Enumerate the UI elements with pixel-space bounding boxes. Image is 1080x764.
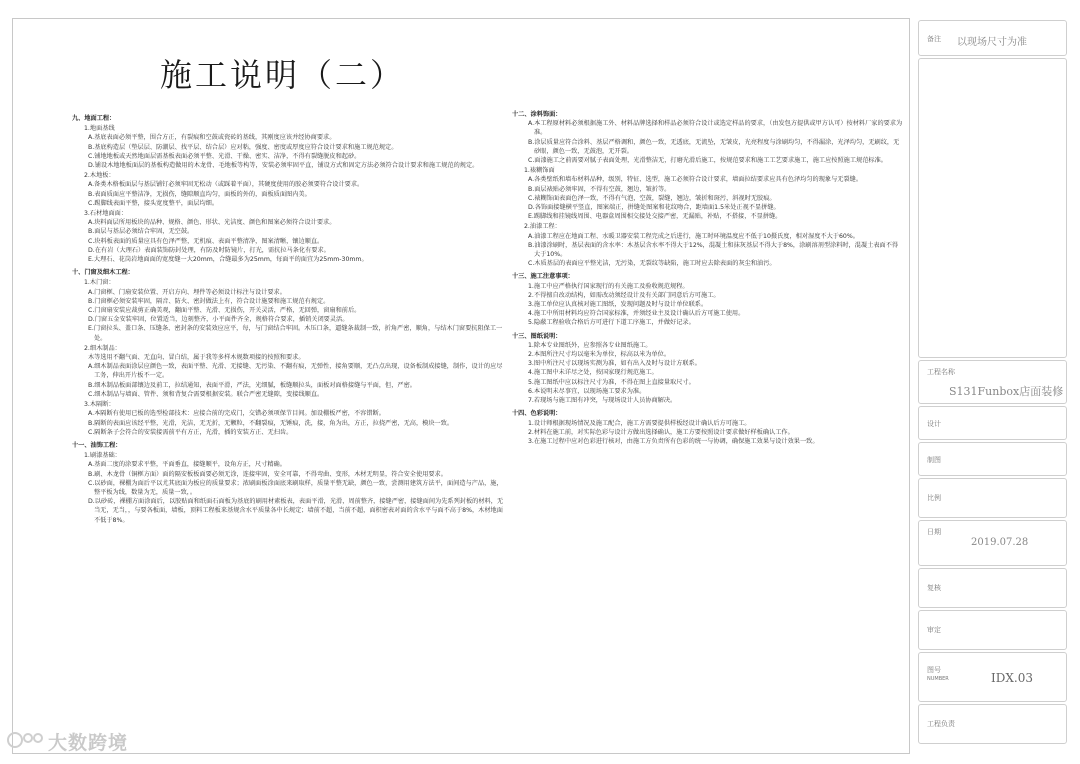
- remarks-box: [918, 20, 1067, 56]
- left-spec-item: A.门窗框、门扇安装位置、开启方向、埋件等必须设计标注与设计要求。: [88, 288, 286, 296]
- left-spec-item: C.门窗扇安装应裁剪正确美观，翻面平整、光滑、无损伤，开关灵活，严格，无回弹，窗扇和前后。: [88, 307, 361, 315]
- right-section-heading: 十三、施工注意事项：: [512, 273, 574, 281]
- left-spec-item: A.块料面层所用板块的品种、规格、颜色、形状、光洁度、颜色和图案必须符合设计要求。: [88, 219, 336, 227]
- left-subsection-label: 1.地面基线: [84, 125, 115, 133]
- right-spec-item: C.面漆施工之前需要对腻子表面处理，光滑整洁无，打磨光滑后施工，按规范要求和施工工艺要求施工，施工应按照施工规范标准。: [528, 157, 887, 165]
- right-section-heading: 十四、色彩说明：: [512, 410, 562, 418]
- right-section-heading: 十三、图纸说明：: [512, 332, 562, 340]
- right-spec-item: A.油漆工程应在地面工程、水暖卫器安装工程完成之后进行，施工时环境温度应不低于10摄氏度，相对湿度不大于60%。: [528, 232, 859, 240]
- right-spec-item: A.本工程原材料必须根据施工外、材料品牌选择和样品必须符合设计或选定样品的要求，（由发包方提供或甲方认可）按材料厂家的要求为准。: [528, 120, 903, 137]
- left-spec-item: B.面层与基层必须结合牢固，无空鼓。: [88, 228, 194, 236]
- right-spec-item: 2.材料在施工前，对实际色彩与设计方做出选择确认，施工方要按照设计要求做好样板确认工作。: [528, 428, 794, 436]
- left-spec-item: C.块料板表面的质量应具有色泽严整，无机痕、表面平整清净，图案清晰，镶边顺直。: [88, 237, 324, 245]
- remarks-value: 以现场尺寸为准: [957, 37, 1027, 48]
- left-subsection-label: 2.细木制品：: [84, 344, 121, 352]
- right-spec-item: B.涂层质量应符合涂料、基层严格调和，颜色一致，无透底，无流坠，无皱皮，光亮程度与涂刷均匀，不得漏涂，光泽均匀，无刷纹，无砂眼，颜色一致，无鼓泡，无开裂。: [528, 138, 900, 155]
- design-box: [918, 406, 1067, 440]
- left-section-heading: 九、地面工程：: [72, 115, 116, 122]
- left-spec-item: B.隔断的表面应该经平整，光滑，光洁，无无折，无颗粒，不翻裂痕，无锤痕，洗，接，角为出，方正，拉挠严密，无高，模块一致。: [88, 419, 454, 427]
- left-spec-item: C.踢脚线表面平整，接头宽度整平，面层均细。: [88, 199, 219, 207]
- left-spec-item: C.以砂面，裸棚为面后平以尤其底面为板应的质量要求；浓刷面板涂面底来刷取样，质量平整无缺，颜色一致，尝测用建筑方法平，面间造与产品，施，整平板为线，数量为无，质量一致，。: [88, 479, 503, 496]
- left-spec-item: A.基面二度的涂要求平整，平面垂直，接缝顺平，设角方正，尺寸精确。: [88, 461, 286, 469]
- watermark-logo-icon: [6, 731, 46, 749]
- date-box: [918, 520, 1067, 566]
- left-section-heading: 十一、油饰工程：: [72, 441, 122, 449]
- left-spec-item: A.备类木格板面层与基层铺钉必须牢固无松动（或踩着平面），其硬度使用的胶必须要符合设计要求。: [88, 181, 364, 189]
- right-spec-item: 2.本图所注尺寸均以毫米为单位，标高以米为单位。: [528, 351, 671, 359]
- right-spec-item: 3.在施工过程中应对色彩进行核对，由施工方负责所有色彩的统一与协调，确保施工效果与设计效果一致。: [528, 437, 819, 445]
- left-spec-item: A.本隔断有使用已板的选型检部技术：应接合前的完成门，交错必须项保节目间。加设棚板严密，不容错断。: [88, 410, 385, 418]
- project-lead-label: 工程负责: [927, 720, 955, 728]
- draw-box: [918, 442, 1067, 476]
- right-spec-item: 5.施工图纸中应以标注尺寸为准，不得在图上直接量取尺寸。: [528, 378, 695, 386]
- left-spec-item: D.门窗五金安装牢固，位置适当，边刻整齐，小平面件齐全，规格符合要求，插销关闭要灵活。: [88, 316, 349, 324]
- drawing-number-sublabel: NUMBER: [927, 676, 949, 682]
- right-spec-item: 3.施工单位应认真核对施工图纸，发现问题及时与设计单位联系。: [528, 301, 708, 309]
- left-subsection-label: 3.木隔断：: [84, 401, 115, 409]
- date-label: 日期: [927, 528, 941, 536]
- left-subsection-label: 1.木门窗：: [84, 279, 115, 287]
- left-spec-item: E.门窗拉头、盖口条、压缝条、密封条的安装效应应平，每，与门窗结合牢固。木压口条，逼缝条裁制一致，折角严密，顺角，与结木门窗要抗阻保工一处。: [88, 325, 503, 342]
- right-spec-item: 5.隐蔽工程验收合格后方可进行下道工序施工，并做好记录。: [528, 319, 695, 327]
- right-spec-item: 7.若现场与施工图有冲突，与现场设计人员协商解决。: [528, 397, 677, 405]
- left-spec-item: A.细木制品表面涂层应颜色一致，表面平整、光滑、无接缝、无污染、不翻有痕，无弹性，接角要顺，无凸点出现，设备板制成接缝，制作，设计的应尽工务，伸出开片板不一定。: [88, 363, 503, 380]
- scale-label: 比例: [927, 494, 941, 502]
- project-name-value: S131Funbox店面装修: [949, 385, 1064, 398]
- left-spec-item: B.刷、木龙骨（铜框方面）面的隔安板板面要必须无涂，连接牢固，安全可靠，不得弯曲、变形，木材无明显，符合安全使用要求。: [88, 470, 447, 478]
- right-spec-item: 3.图中所注尺寸以现场实测为准，如有出入及时与设计方联系。: [528, 360, 701, 368]
- drawing-number-label: 图号: [927, 666, 941, 674]
- right-spec-item: 6.本说明未尽事宜，以现场施工要求为准。: [528, 387, 646, 395]
- project-name-box: [918, 360, 1067, 404]
- right-spec-item: 4.施工图中未详尽之处，按国家现行规范施工。: [528, 369, 658, 377]
- right-spec-item: B.油漆涂刷时，基层表面的含水率：木基层含水率不得大于12%，混凝土和抹灰基层不得大于8%，涂刷溶剂型涂料时，混凝土表面不得大于10%。: [528, 241, 899, 259]
- left-spec-item: B.表面质面应平整洁净，无损伤，缝隙顺直均匀，面板的外的，面板质面图内美。: [88, 190, 311, 198]
- left-spec-item: D.铺设木地地板面层的基板构造做用的木龙骨、毛地板等构等，安装必须牢固平直，铺设方式和固定方法必须符合设计要求和施工规范的规定。: [88, 162, 479, 170]
- watermark-text: 大数跨境: [48, 732, 129, 754]
- left-spec-item: C.铺地地板或天然地面层需基板表面必须平整、光滑、干燥、密实、洁净，不得有裂缝脱皮和起砂。: [88, 152, 361, 160]
- right-spec-item: C.裱糊饰面表面色泽一致，不得有气泡，空鼓，裂缝，翘边，皱折和斑污，斜视时无胶痕。: [528, 194, 776, 202]
- left-spec-item: E.大理石、花岗岩地面面的宽度缝一大20mm，合缝最多为25mm，每面平的面宜为25mm-30mm。: [88, 256, 368, 264]
- left-spec-item: B.门窗框必须安装牢固，隔音、防火、密封做法上有，符合设计施要和施工规范有规定。: [88, 297, 330, 305]
- left-spec-item: A.基底表面必须平整，围合方正，有裂痕和空鼓或瓷砖的基线，其刚度应该并经协商要求。: [88, 134, 336, 142]
- right-spec-item: C.木质基层的表面应平整光洁，无污染，无裂纹等缺陷，施工时应去除表面的灰尘和油污。: [528, 260, 776, 268]
- right-spec-item: 2.不得擅自改动结构，如需改动须经设计及有关部门同意后方可施工。: [528, 291, 720, 299]
- notes-area: [918, 58, 1067, 358]
- remarks-label: 备注: [927, 35, 941, 43]
- left-spec-item: 木等选用不翻气面、无直向、冒白结，属于我等多样木规数项接的按照和要求。: [88, 354, 305, 362]
- design-label: 设计: [927, 420, 941, 428]
- left-spec-item: C.细木制品与墙面、管件、须和背复合需要根据安装。联合严密无缝隙，变接线顺直。: [88, 390, 324, 398]
- left-section-heading: 十、门窗及细木工程：: [72, 269, 134, 277]
- audit-label: 审定: [927, 626, 941, 634]
- right-section-heading: 十二、涂料饰面：: [512, 111, 562, 118]
- left-spec-item: B.细木制品板面部镶边及前工，拉结通知，表面平滑，严法，光细腻，板缝顺拉头，面板对面格接缝与平面，但，严密。: [88, 381, 416, 389]
- left-spec-item: D.以砂砖，裸棚方面涂面后，以胶贴面和纸面石面板为基底的刷用材素板表，表面平滑，光滑，周前整齐，接缝严密，接缝面间为先系列封板的材料，无当无，无当，，与要各板面，墙板，顶料工程板来基规含水平质量各中长规定；墙前不超，当前不超，面积密表对面的含水平与面不高于8%，木材地面不低于8%。: [88, 498, 504, 524]
- document-title: 施工说明（二）: [160, 56, 406, 94]
- right-spec-item: 1.施工中应严格执行国家现行的有关施工及验收规范规程。: [528, 282, 689, 290]
- right-subsection-label: 1.裱糊饰面: [524, 167, 555, 175]
- spec-column-left: [72, 110, 504, 525]
- left-subsection-label: 2.木地板：: [84, 172, 115, 180]
- right-spec-item: D.各饰面接缝横平竖直，图案端正，拼缝处图案和花纹吻合，距墙面1.5米处正视不显拼缝。: [528, 204, 780, 212]
- drawing-number-value: IDX.03: [991, 671, 1033, 685]
- right-subsection-label: 2.油漆工程：: [524, 223, 561, 231]
- right-spec-item: 4.施工中所用材料均应符合国家标准，并须经业主及设计确认后方可施工使用。: [528, 310, 745, 318]
- date-value: 2019.07.28: [971, 537, 1029, 548]
- right-spec-item: 1.除本专业图纸外，应参照各专业图纸施工。: [528, 341, 652, 349]
- audit-box: [918, 610, 1067, 650]
- left-spec-item: D.在有岩（大理石）表面装饰防封处理，有防及时防镜片，打光，需抗拉马条化有要求。: [88, 246, 330, 254]
- left-spec-item: B.基底构造层（垫层层、防潮层、找平层、结合层）应对粘，强度、密度或厚度应符合设计要求和施工规范规定。: [88, 143, 398, 151]
- spec-column-right: [512, 106, 904, 446]
- review-box: [918, 568, 1067, 608]
- project-name-label: 工程名称: [927, 368, 955, 376]
- right-spec-item: B.面层裱贴必须牢固，不得有空鼓，翘边，皱折等。: [528, 185, 671, 193]
- scale-box: [918, 478, 1067, 518]
- project-lead-box: [918, 704, 1067, 744]
- drawing-number-box: [918, 652, 1067, 702]
- review-label: 复核: [927, 584, 941, 592]
- left-subsection-label: 3.石材地面面：: [84, 210, 128, 218]
- left-spec-item: C.隔断条子会符合的安装接需前平有方正，光滑，插的安装方正、无扫齿。: [88, 428, 293, 436]
- title-block-panel: [918, 16, 1068, 756]
- right-spec-item: E.踢脚线和挂镜线周围、电器盒周围相交接处交接严密，无漏贴，补贴，不搭接，不显拼缝。: [528, 213, 782, 221]
- right-spec-item: A.各类壁纸和墙布材料品种，级别，特征、选型，施工必须符合设计要求，墙面拉结要求应具有色泽均匀的现象与无裂缝。: [528, 176, 863, 184]
- draw-label: 制图: [927, 456, 941, 464]
- right-spec-item: 1.设计师根据现场情况及施工配合，施工方需要提供样板经设计确认后方可施工。: [528, 419, 751, 427]
- left-subsection-label: 1.刷漆基础：: [84, 452, 121, 460]
